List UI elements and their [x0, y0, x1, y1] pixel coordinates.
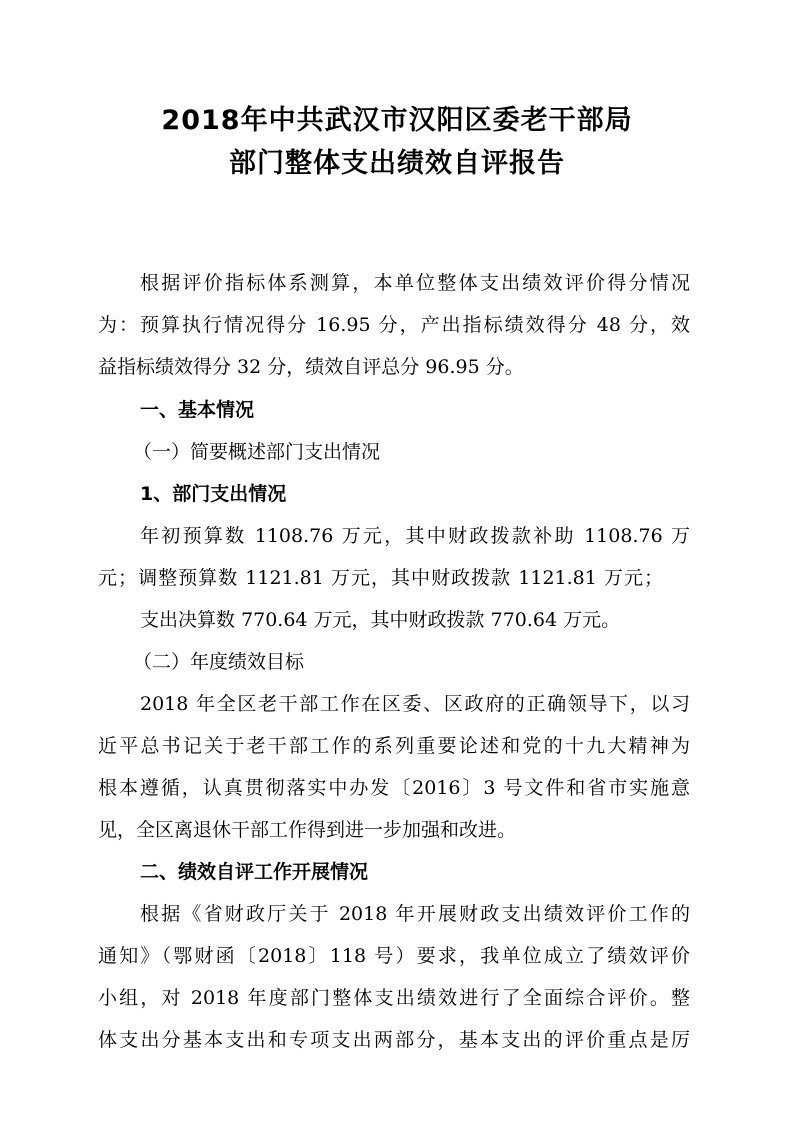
paragraph-line: 体支出分基本支出和专项支出两部分，基本支出的评价重点是厉: [98, 1029, 690, 1051]
paragraph-line: 年初预算数 1108.76 万元，其中财政拨款补助 1108.76 万: [140, 525, 690, 547]
section-heading: 一、基本情况: [140, 399, 255, 421]
subsection-heading: （二）年度绩效目标: [133, 651, 305, 673]
paragraph-line: 益指标绩效得分 32 分，绩效自评总分 96.95 分。: [98, 356, 524, 378]
paragraph-line: 根据评价指标体系测算，本单位整体支出绩效评价得分情况: [140, 272, 690, 294]
paragraph-line: 根据《省财政厅关于 2018 年开展财政支出绩效评价工作的: [140, 903, 690, 925]
paragraph-line: 支出决算数 770.64 万元，其中财政拨款 770.64 万元。: [140, 609, 621, 631]
report-title-line2: 部门整体支出绩效自评报告: [229, 148, 565, 179]
subsection-heading: （一）简要概述部门支出情况: [133, 441, 381, 463]
paragraph-line: 小组，对 2018 年度部门整体支出绩效进行了全面综合评价。整: [98, 987, 690, 1009]
paragraph-line: 近平总书记关于老干部工作的系列重要论述和党的十九大精神为: [98, 735, 690, 757]
paragraph-line: 元；调整预算数 1121.81 万元，其中财政拨款 1121.81 万元；: [98, 567, 663, 589]
item-heading: 1、部门支出情况: [140, 483, 287, 505]
paragraph-line: 通知》（鄂财函〔2018〕118 号）要求，我单位成立了绩效评价: [98, 945, 690, 967]
paragraph-line: 为：预算执行情况得分 16.95 分，产出指标绩效得分 48 分，效: [98, 314, 690, 336]
paragraph-line: 根本遵循，认真贯彻落实中办发〔2016〕3 号文件和省市实施意: [98, 777, 690, 799]
report-title-line1: 2018年中共武汉市汉阳区委老干部局: [161, 105, 633, 136]
paragraph-line: 2018 年全区老干部工作在区委、区政府的正确领导下，以习: [140, 693, 690, 715]
paragraph-line: 见，全区离退休干部工作得到进一步加强和改进。: [98, 819, 517, 841]
section-heading: 二、绩效自评工作开展情况: [140, 861, 369, 883]
